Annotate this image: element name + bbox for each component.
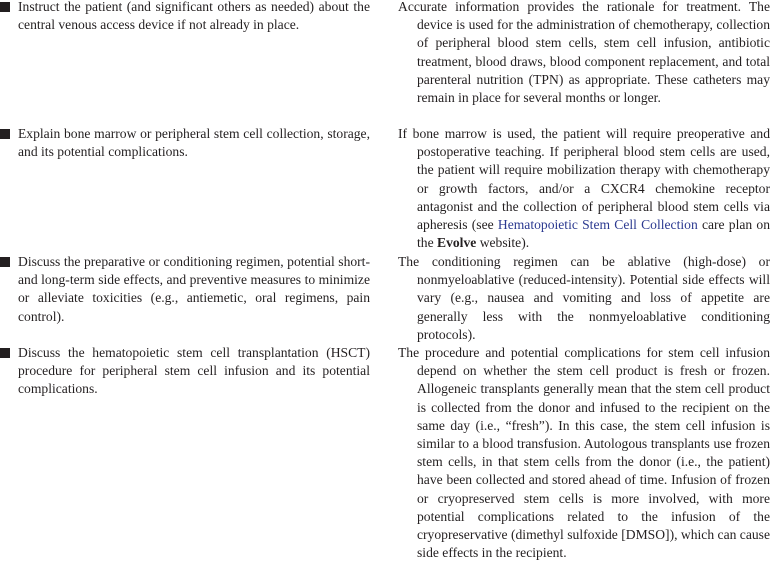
hematopoietic-stem-cell-collection-link[interactable]: Hematopoietic Stem Cell Collection: [497, 217, 698, 233]
nursing-action: [0, 253, 370, 326]
square-bullet-icon: [0, 2, 10, 12]
rationale-text-part: website).: [476, 235, 530, 251]
square-bullet-icon: [0, 348, 10, 358]
action-text: Explain bone marrow or peripheral stem cell collection, storage, and its potential complications.: [18, 126, 370, 160]
action-text: Instruct the patient (and significant others as needed) about the central venous access device if not already in place.: [18, 0, 370, 33]
rationale-text: The conditioning regimen can be ablative (high-dose) or nonmyeloablative (reduced-intensity). Potential side effects will vary (e.g., nausea and vomiting and loss of appetite are generally less with the nonmyeloablative conditioning protocols).: [398, 254, 770, 342]
rationale-text-part: If bone marrow is used, the patient will require preoperative and postoperative teaching. If peripheral blood stem cells are used, the patient will require mobilization therapy with chemotherapy or growth factors, and/or a CXCR4 chemokine receptor antagonist and the collection of peripheral blood stem cells via apheresis (see: [398, 126, 770, 233]
nursing-action: [0, 344, 370, 399]
square-bullet-icon: [0, 129, 10, 139]
nursing-action: [0, 0, 370, 34]
action-text: Discuss the hematopoietic stem cell transplantation (HSCT) procedure for peripheral stem cell infusion and its potential complications.: [18, 345, 370, 397]
nursing-action: [0, 125, 370, 161]
action-text: Discuss the preparative or conditioning regimen, potential short- and long-term side effects, and preventive measures to minimize or alleviate toxicities (e.g., antiemetic, oral regimens, pain control).: [18, 254, 370, 324]
square-bullet-icon: [0, 257, 10, 267]
evolve-website-label: Evolve: [437, 235, 477, 251]
rationale-text: Accurate information provides the rationale for treatment. The device is used for the administration of chemotherapy, collection of peripheral blood stem cells, stem cell infusion, antibiotic treatment, blood draws, blood component replacement, and total parenteral nutrition (TPN) as appropriate. These catheters may remain in place for several months or longer.: [398, 0, 770, 106]
rationale-text-part: care plan on the: [417, 217, 770, 251]
rationale-text: The procedure and potential complications for stem cell infusion depend on whether the stem cell product is fresh or frozen. Allogeneic transplants generally mean that the stem cell product is collected from the donor and infused to the recipient on the same day (i.e., “fresh”). In this case, the stem cell infusion is similar to a blood transfusion. Autologous transplants use frozen stem cells, in that stem cells from the donor (i.e., the patient) have been collected and stored ahead of time. Infusion of frozen or cryopreserved stem cells is more involved, with more potential complications related to the infusion of the cryopreservative (dimethyl sulfoxide [DMSO]), which can cause side effects in the recipient.: [398, 345, 770, 561]
rationale-text: [398, 125, 770, 252]
